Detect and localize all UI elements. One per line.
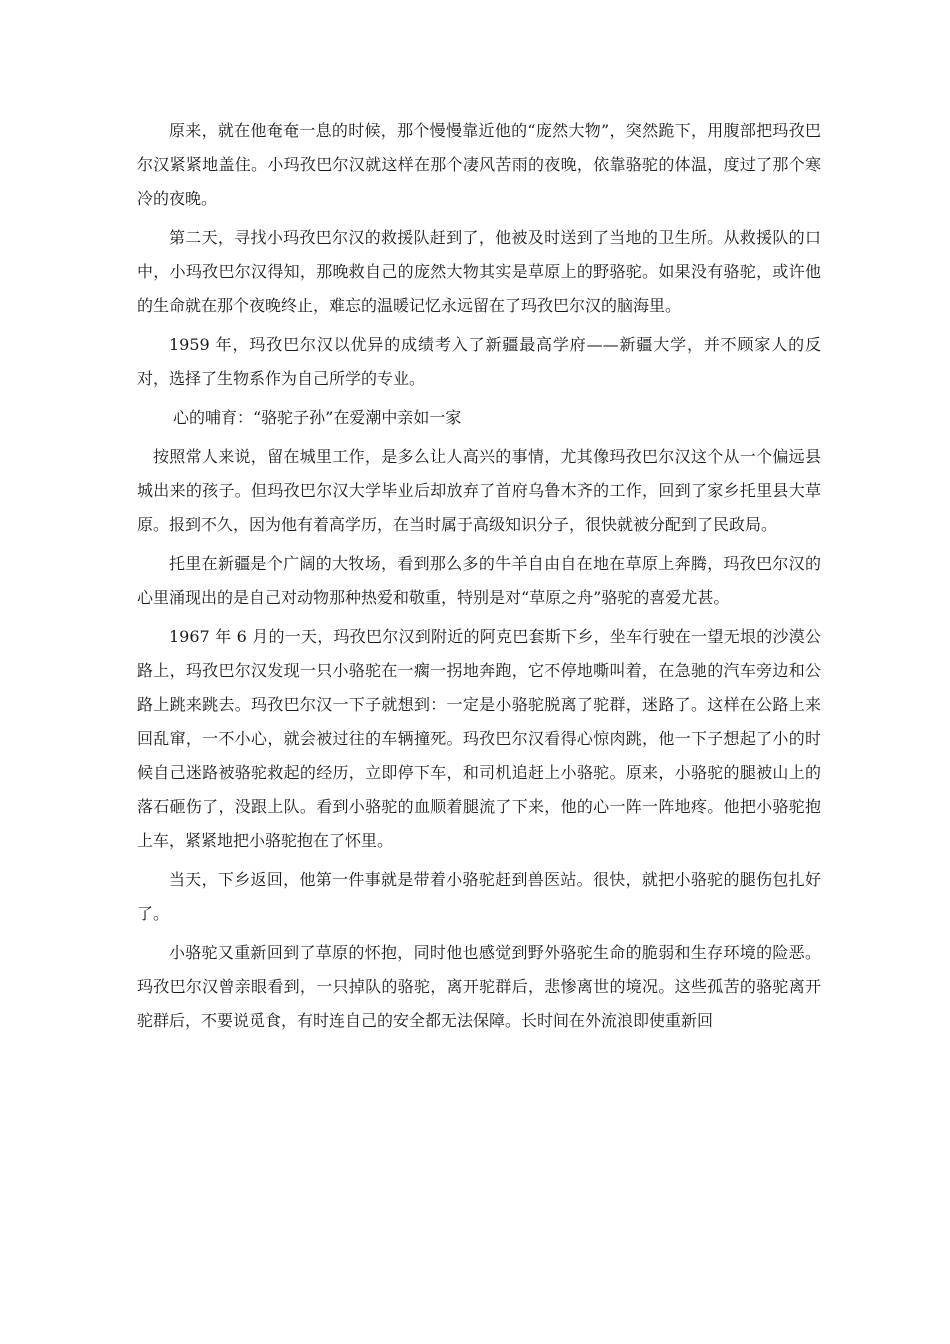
paragraph-7: 当天，下乡返回，他第一件事就是带着小骆驼赶到兽医站。很快，就把小骆驼的腿伤包扎好了。: [137, 870, 821, 923]
paragraph-5: 托里在新疆是个广阔的大牧场，看到那么多的牛羊自由自在地在草原上奔腾，玛孜巴尔汉的心里涌现出的是自己对动物那种热爱和敬重，特别是对“草原之舟”骆驼的喜爱尤甚。: [137, 554, 821, 607]
paragraph-3: 1959 年，玛孜巴尔汉以优异的成绩考入了新疆最高学府——新疆大学，并不顾家人的反对，选择了生物系作为自己所学的专业。: [137, 335, 821, 388]
paragraph-2: 第二天，寻找小玛孜巴尔汉的救援队赶到了，他被及时送到了当地的卫生所。从救援队的口中，小玛孜巴尔汉得知，那晚救自己的庞然大物其实是草原上的野骆驼。如果没有骆驼，或许他的生命就在那个夜晚终止，难忘的温暖记忆永远留在了玛孜巴尔汉的脑海里。: [137, 228, 821, 315]
paragraph-8: 小骆驼又重新回到了草原的怀抱，同时他也感觉到野外骆驼生命的脆弱和生存环境的险恶。玛孜巴尔汉曾亲眼看到，一只掉队的骆驼，离开驼群后，悲惨离世的境况。这些孤苦的骆驼离开驼群后，不要说觅食，有时连自己的安全都无法保障。长时间在外流浪即使重新回: [137, 943, 821, 1030]
article-body: [137, 114, 821, 1043]
paragraph-6: 1967 年 6 月的一天，玛孜巴尔汉到附近的阿克巴套斯下乡，坐车行驶在一望无垠的沙漠公路上，玛孜巴尔汉发现一只小骆驼在一瘸一拐地奔跑，它不停地嘶叫着，在急驰的汽车旁边和公路上跳来跳去。玛孜巴尔汉一下子就想到：一定是小骆驼脱离了驼群，迷路了。这样在公路上来回乱窜，一不小心，就会被过往的车辆撞死。玛孜巴尔汉看得心惊肉跳，他一下子想起了小的时候自己迷路被骆驼救起的经历，立即停下车，和司机追赶上小骆驼。原来，小骆驼的腿被山上的落石砸伤了，没跟上队。看到小骆驼的血顺着腿流了下来，他的心一阵一阵地疼。他把小骆驼抱上车，紧紧地把小骆驼抱在了怀里。: [137, 627, 821, 850]
paragraph-4: 按照常人来说，留在城里工作，是多么让人高兴的事情，尤其像玛孜巴尔汉这个从一个偏远县城出来的孩子。但玛孜巴尔汉大学毕业后却放弃了首府乌鲁木齐的工作，回到了家乡托里县大草原。报到不久，因为他有着高学历，在当时属于高级知识分子，很快就被分配到了民政局。: [137, 447, 821, 534]
paragraph-1: 原来，就在他奄奄一息的时候，那个慢慢靠近他的“庞然大物”，突然跪下，用腹部把玛孜巴尔汉紧紧地盖住。小玛孜巴尔汉就这样在那个凄风苦雨的夜晚，依靠骆驼的体温，度过了那个寒冷的夜晚。: [137, 121, 821, 208]
section-heading: 心的哺育：“骆驼子孙”在爱潮中亲如一家: [173, 408, 462, 427]
